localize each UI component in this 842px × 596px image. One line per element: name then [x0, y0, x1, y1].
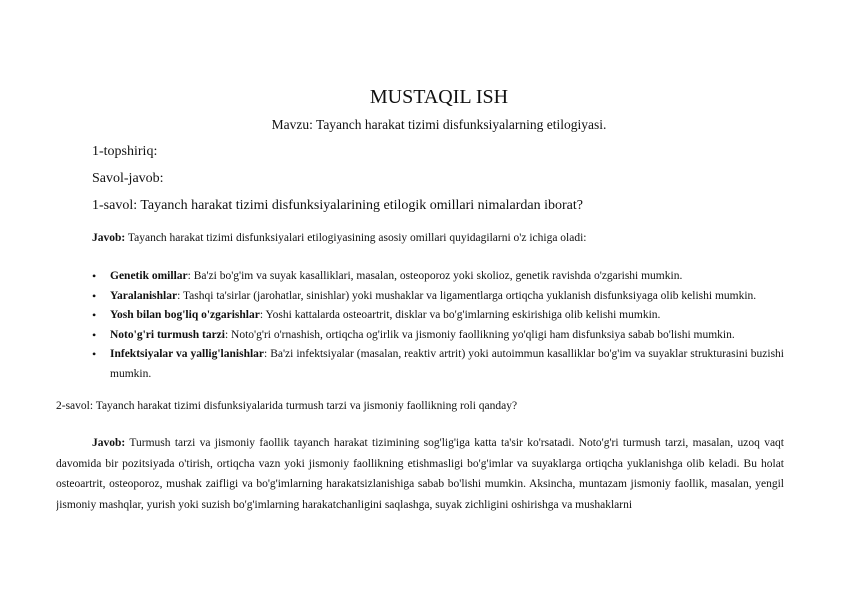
- list-item: [92, 326, 784, 346]
- format-heading: Savol-javob:: [92, 171, 164, 186]
- answer-2-text: Turmush tarzi va jismoniy faollik tayanch harakat tizimining sog'lig'iga katta ta'sir ko'rsatadi. Noto'g'ri turmush tarzi, masalan, uzoq vaqt davomida bir pozitsiyada o'tirish, ortiqcha vazn yoki jismoniy faollikning etishmasligi bo'g'imlar va suyaklarga ortiqcha yuklanishga olib keladi. Bu holat osteoartrit, osteoporoz, mushak zaifligi va bo'g'imlarning harakatsizlanishiga sabab bo'lishi mumkin. Aksincha, muntazam jismoniy faollik, masalan, yengil jismoniy mashqlar, yurish yoki suzish bo'g'imlarning harakatchanligini saqlashga, suyak zichligini oshirishga va mushaklarni: [56, 437, 784, 511]
- question-1: 1-savol: Tayanch harakat tizimi disfunksiyalarining etilogik omillari nimalardan iborat?: [92, 198, 583, 213]
- factor-term: Yaralanishlar: [110, 289, 178, 302]
- document-subtitle: Mavzu: Tayanch harakat tizimi disfunksiyalarning etilogiyasi.: [271, 117, 607, 132]
- list-item: [92, 267, 784, 287]
- answer-label: Javob:: [92, 437, 126, 449]
- answer-2: [56, 433, 784, 517]
- task-heading: 1-topshiriq:: [92, 144, 158, 159]
- factor-term: Yosh bilan bog'liq o'zgarishlar: [110, 309, 260, 321]
- factor-list: [92, 267, 784, 384]
- list-item: [92, 287, 784, 307]
- factor-text: : Noto'g'ri o'rnashish, ortiqcha og'irlik va jismoniy faollikning yo'qligi ham disfunksiya sabab bo'lishi mumkin.: [224, 328, 735, 341]
- factor-term: Noto'g'ri turmush tarzi: [110, 328, 225, 341]
- factor-text: : Ba'zi infektsiyalar (masalan, reaktiv artrit) yoki autoimmun kasalliklar bo'g'im va suyaklar strukturasini buzishi mumkin.: [110, 348, 784, 380]
- answer-label: Javob:: [92, 232, 126, 244]
- answer-1-intro: [92, 232, 792, 244]
- list-item: [92, 345, 784, 384]
- answer-1-text: Tayanch harakat tizimi disfunksiyalari etilogiyasining asosiy omillari quyidagilarni o'z ichiga oladi:: [125, 232, 587, 244]
- question-2: 2-savol: Tayanch harakat tizimi disfunksiyalarida turmush tarzi va jismoniy faollikning roli qanday?: [56, 400, 518, 412]
- factor-term: Genetik omillar: [110, 270, 188, 282]
- factor-text: : Ba'zi bo'g'im va suyak kasalliklari, masalan, osteoporoz yoki skolioz, genetik ravishda o'zgarishi mumkin.: [187, 270, 683, 282]
- factor-text: : Tashqi ta'sirlar (jarohatlar, sinishlar) yoki mushaklar va ligamentlarga ortiqcha yuklanish disfunksiyaga olib kelishi mumkin.: [177, 289, 757, 302]
- factor-term: Infektsiyalar va yallig'lanishlar: [110, 348, 265, 360]
- document-title: MUSTAQIL ISH: [369, 86, 509, 108]
- list-item: [92, 306, 784, 326]
- factor-text: : Yoshi kattalarda osteoartrit, disklar va bo'g'imlarning eskirishiga olib kelishi mumkin.: [259, 309, 661, 321]
